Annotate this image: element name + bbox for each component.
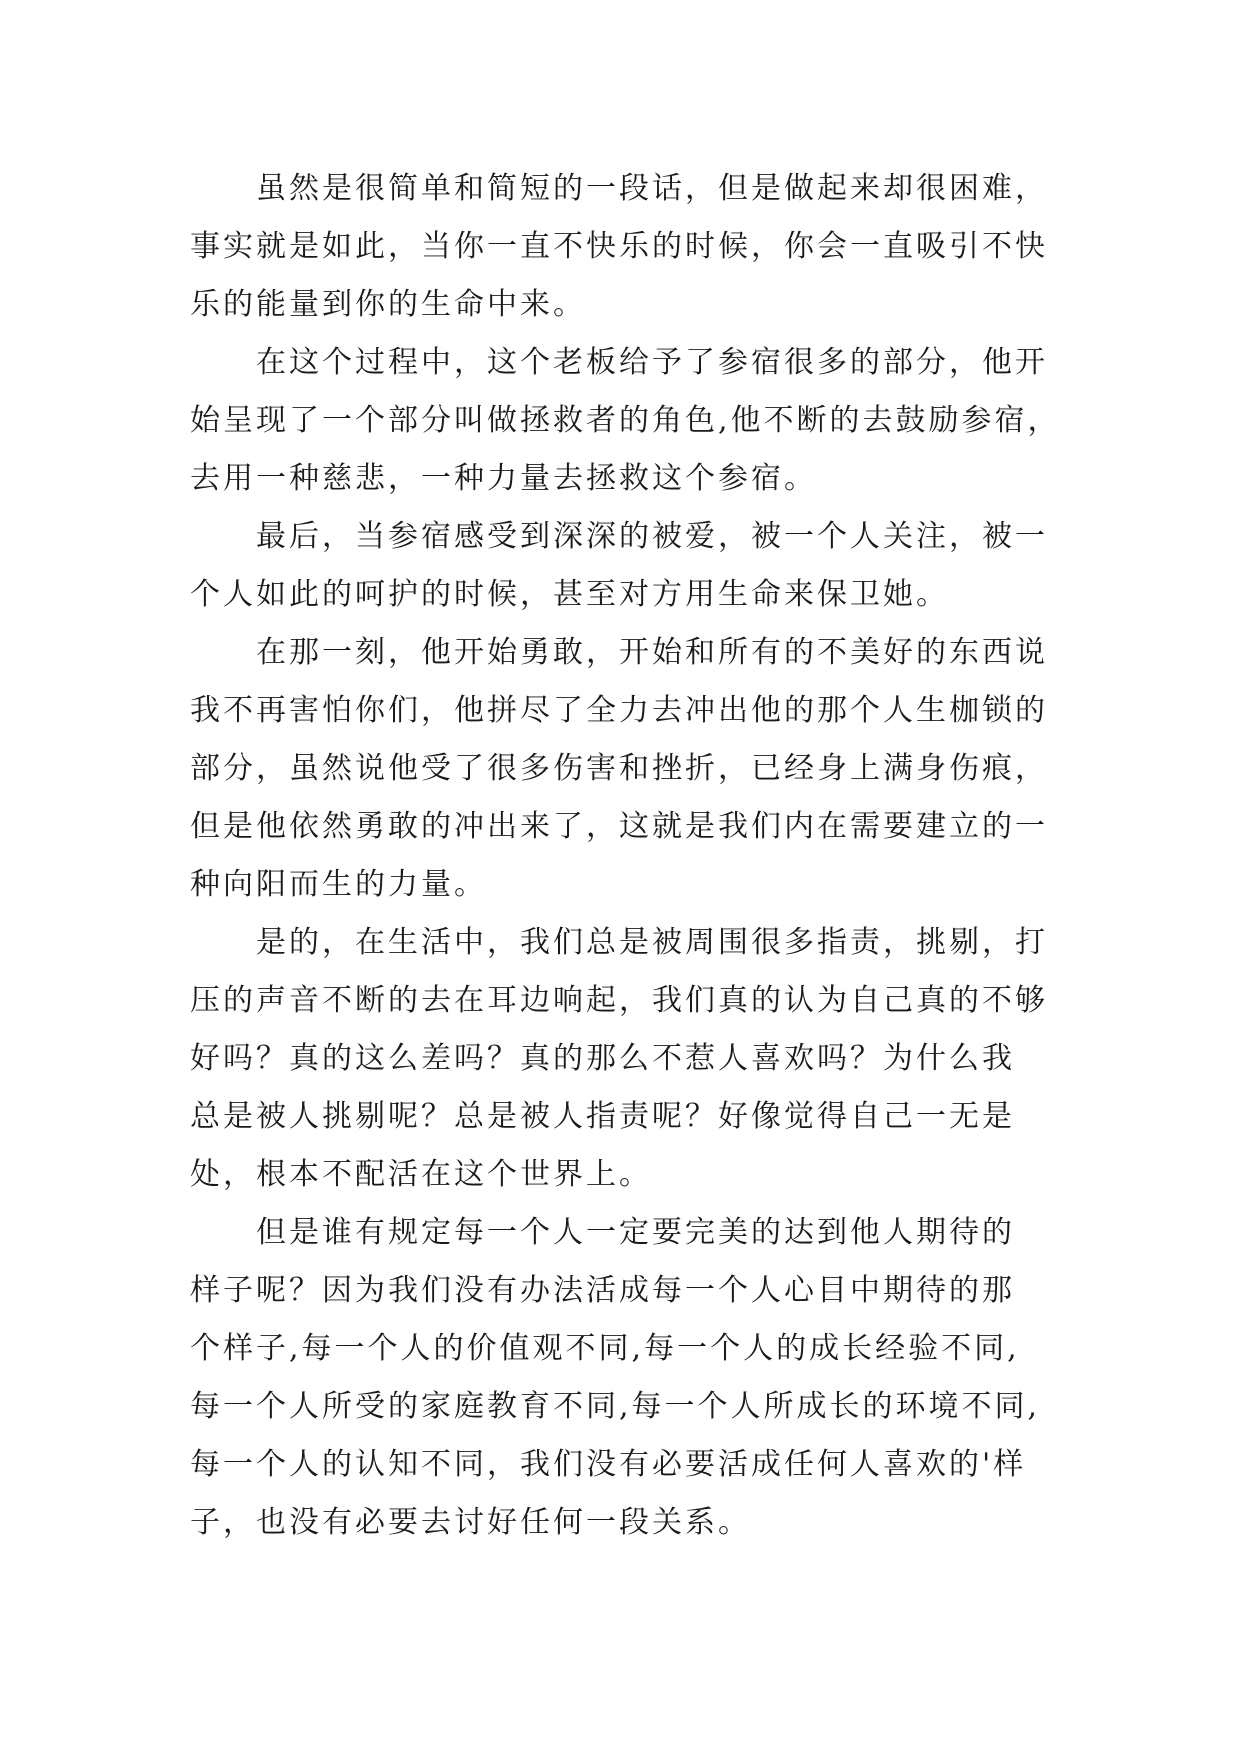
text-line: 压的声音不断的去在耳边响起，我们真的认为自己真的不够 bbox=[190, 983, 1048, 1018]
text-line: 总是被人挑剔呢？总是被人指责呢？好像觉得自己一无是 bbox=[190, 1099, 1015, 1134]
document-body bbox=[190, 160, 1060, 1552]
text-line: 子，也没有必要去讨好任何一段关系。 bbox=[190, 1505, 751, 1540]
text-line: 好吗？真的这么差吗？真的那么不惹人喜欢吗？为什么我 bbox=[190, 1041, 1015, 1076]
text-line: 事实就是如此，当你一直不快乐的时候，你会一直吸引不快 bbox=[190, 229, 1048, 264]
text-line: 我不再害怕你们，他拼尽了全力去冲出他的那个人生枷锁的 bbox=[190, 693, 1048, 728]
paragraph-2 bbox=[190, 334, 1060, 508]
text-line: 个人如此的呵护的时候，甚至对方用生命来保卫她。 bbox=[190, 577, 949, 612]
text-line: 每一个人的认知不同，我们没有必要活成任何人喜欢的'样 bbox=[190, 1447, 1027, 1482]
paragraph-4 bbox=[190, 624, 1060, 914]
text-line: 但是谁有规定每一个人一定要完美的达到他人期待的 bbox=[256, 1215, 1015, 1250]
text-line: 每一个人所受的家庭教育不同,每一个人所成长的环境不同, bbox=[190, 1389, 1041, 1424]
text-line: 部分，虽然说他受了很多伤害和挫折，已经身上满身伤痕， bbox=[190, 751, 1048, 786]
text-line: 处，根本不配活在这个世界上。 bbox=[190, 1157, 652, 1192]
paragraph-1 bbox=[190, 160, 1060, 334]
paragraph-6 bbox=[190, 1204, 1060, 1552]
paragraph-3 bbox=[190, 508, 1060, 624]
text-line: 去用一种慈悲，一种力量去拯救这个参宿。 bbox=[190, 461, 817, 496]
paragraph-5 bbox=[190, 914, 1060, 1204]
text-line: 在那一刻，他开始勇敢，开始和所有的不美好的东西说 bbox=[256, 635, 1048, 670]
text-line: 种向阳而生的力量。 bbox=[190, 867, 487, 902]
text-line: 是的，在生活中，我们总是被周围很多指责，挑剔，打 bbox=[256, 925, 1048, 960]
text-line: 样子呢？因为我们没有办法活成每一个人心目中期待的那 bbox=[190, 1273, 1015, 1308]
text-line: 虽然是很简单和简短的一段话，但是做起来却很困难， bbox=[256, 171, 1048, 206]
text-line: 个样子,每一个人的价值观不同,每一个人的成长经验不同, bbox=[190, 1331, 1020, 1366]
text-line: 始呈现了一个部分叫做拯救者的角色,他不断的去鼓励参宿， bbox=[190, 403, 1061, 438]
text-line: 最后，当参宿感受到深深的被爱，被一个人关注，被一 bbox=[256, 519, 1048, 554]
text-line: 乐的能量到你的生命中来。 bbox=[190, 287, 586, 322]
text-line: 在这个过程中，这个老板给予了参宿很多的部分，他开 bbox=[256, 345, 1048, 380]
text-line: 但是他依然勇敢的冲出来了，这就是我们内在需要建立的一 bbox=[190, 809, 1048, 844]
